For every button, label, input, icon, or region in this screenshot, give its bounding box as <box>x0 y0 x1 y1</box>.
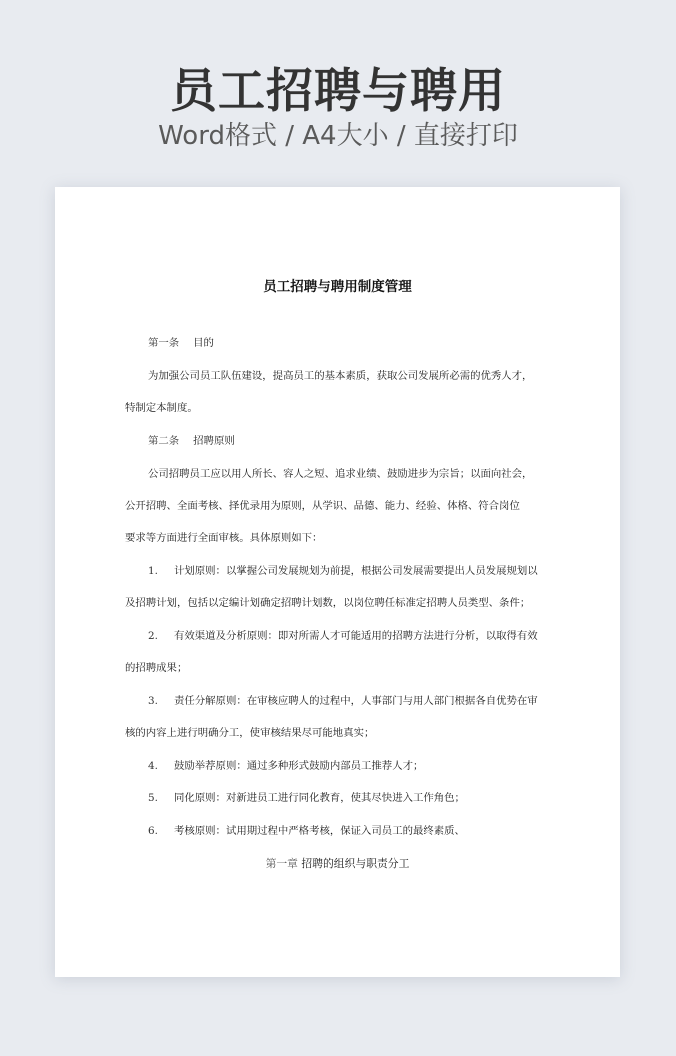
principle-item <box>148 693 574 709</box>
article-number: 第一条 <box>148 337 180 349</box>
paragraph-line: 为加强公司员工队伍建设，提高员工的基本素质，获取公司发展所必需的优秀人才， <box>148 370 533 382</box>
paragraph-line: 及招聘计划，包括以定编计划确定招聘计划数，以岗位聘任标准定招聘人员类型、条件； <box>125 597 531 609</box>
chapter-number: 第一章 <box>265 857 298 870</box>
list-number: 5. <box>148 792 158 804</box>
list-number: 3. <box>148 695 158 707</box>
principle-text: 考核原则：试用期过程中严格考核，保证入司员工的最终素质、 <box>174 825 465 837</box>
list-number: 2. <box>148 630 158 642</box>
banner-subtitle: Word格式 / A4大小 / 直接打印 <box>158 121 518 151</box>
principle-item <box>148 823 574 839</box>
paragraph-line: 公开招聘、全面考核、择优录用为原则，从学识、品德、能力、经验、体格、符合岗位 <box>125 500 520 512</box>
article-heading: 目的 <box>193 337 214 349</box>
paragraph-line: 特制定本制度。 <box>125 402 198 414</box>
principle-text: 有效渠道及分析原则：即对所需人才可能适用的招聘方法进行分析，以取得有效 <box>174 630 538 642</box>
chapter-heading <box>55 856 620 871</box>
principle-item <box>148 758 574 774</box>
principle-text: 同化原则：对新进员工进行同化教育，使其尽快进入工作角色； <box>174 792 465 804</box>
principle-text: 计划原则：以掌握公司发展规划为前提，根据公司发展需要提出人员发展规划以 <box>174 565 538 577</box>
article-1-heading <box>148 335 574 351</box>
document-page <box>55 187 620 977</box>
article-2-heading <box>148 433 574 449</box>
list-number: 4. <box>148 760 158 772</box>
paragraph-line: 公司招聘员工应以用人所长、容人之短、追求业绩、鼓励进步为宗旨；以面向社会， <box>148 468 533 480</box>
list-number: 6. <box>148 825 158 837</box>
paragraph-line: 要求等方面进行全面审核。具体原则如下： <box>125 532 323 544</box>
document-title: 员工招聘与聘用制度管理 <box>263 279 412 295</box>
chapter-title: 招聘的组织与职责分工 <box>301 857 410 870</box>
principle-text: 鼓励举荐原则：通过多种形式鼓励内部员工推荐人才； <box>174 760 424 772</box>
paragraph-line: 的招聘成果； <box>125 662 188 674</box>
banner-title: 员工招聘与聘用 <box>170 64 506 119</box>
list-number: 1. <box>148 565 158 577</box>
article-number: 第二条 <box>148 435 180 447</box>
article-heading: 招聘原则 <box>193 435 235 447</box>
paragraph-line: 核的内容上进行明确分工，使审核结果尽可能地真实； <box>125 727 375 739</box>
principle-item <box>148 628 574 644</box>
principle-item <box>148 790 574 806</box>
principle-text: 责任分解原则：在审核应聘人的过程中，人事部门与用人部门根据各自优势在审 <box>174 695 538 707</box>
principle-item <box>148 563 574 579</box>
